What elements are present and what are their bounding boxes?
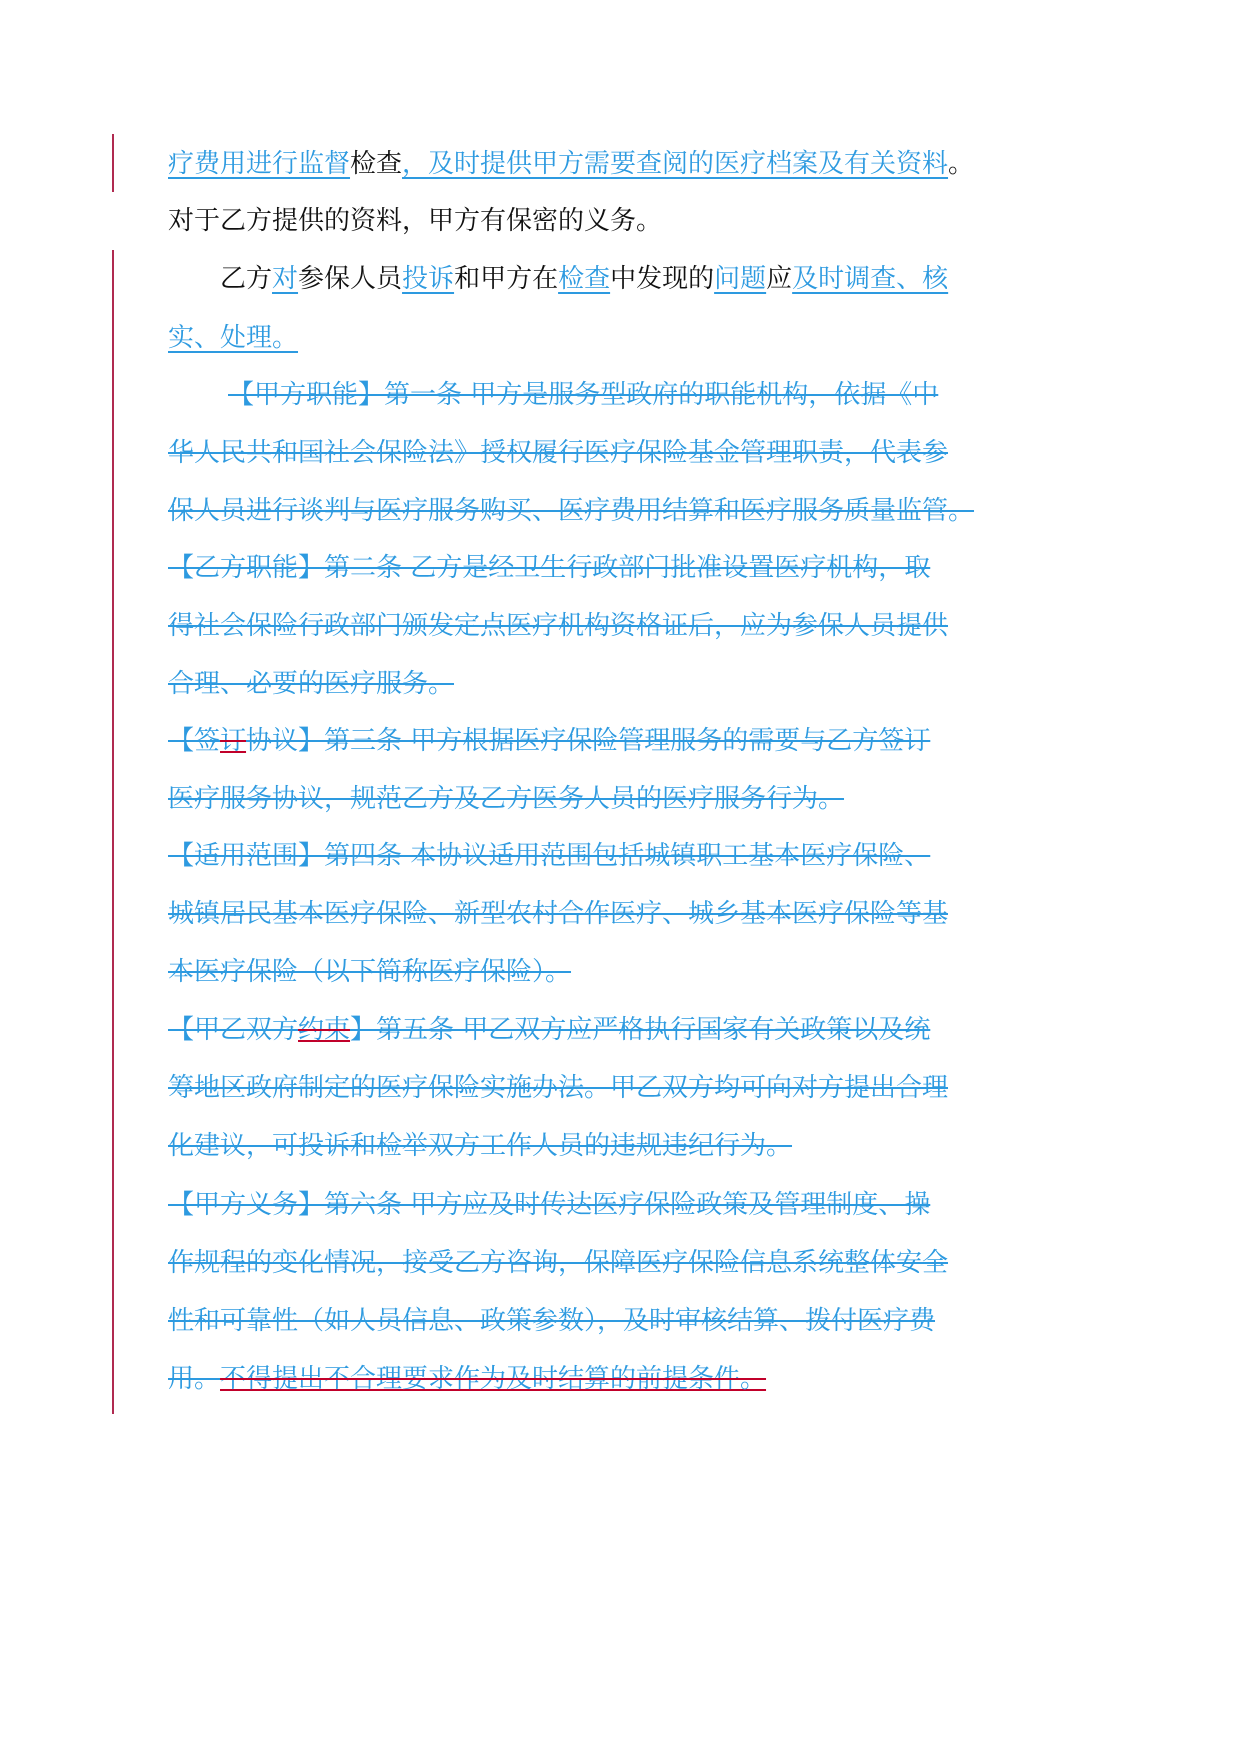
- revision-change-bar: [112, 134, 114, 192]
- text-run: 约束: [298, 1015, 351, 1045]
- text-run: 中发现的: [610, 264, 715, 294]
- text-run: 实、处理。: [168, 323, 299, 353]
- text-run: 订: [220, 726, 247, 756]
- text-run: 得社会保险行政部门颁发定点医疗机构资格证后，应为参保人员提供: [168, 611, 949, 641]
- text-line: [168, 892, 948, 936]
- text-line: [228, 373, 938, 417]
- text-run: 作规程的变化情况，接受乙方咨询，保障医疗保险信息系统整体安全: [168, 1248, 949, 1278]
- text-line: [168, 1066, 948, 1110]
- text-run: 【签: [168, 726, 221, 756]
- text-line: [168, 1124, 792, 1168]
- text-run: 检查: [558, 264, 611, 294]
- text-run: 【甲方职能】第一条 甲方是服务型政府的职能机构，依据《中: [228, 380, 939, 410]
- text-run: 不得提出不合理要求作为及时结算的前提条件。: [220, 1364, 767, 1394]
- text-line: [168, 1183, 930, 1227]
- text-run: 乙方: [220, 264, 273, 294]
- text-line: [168, 142, 974, 186]
- text-run: 用。: [168, 1364, 221, 1394]
- text-run: 【甲乙双方: [168, 1015, 299, 1045]
- text-run: 疗费用进行监督: [168, 149, 351, 179]
- text-run: ，及时提供甲方需要查阅的医疗档案及有关资料: [402, 149, 949, 179]
- text-run: 协议】第三条 甲方根据医疗保险管理服务的需要与乙方签订: [246, 726, 931, 756]
- text-line: [168, 1008, 930, 1052]
- text-run: 应: [766, 264, 793, 294]
- text-run: 华人民共和国社会保险法》授权履行医疗保险基金管理职责，代表参: [168, 438, 949, 468]
- text-line: [220, 257, 948, 301]
- text-run: 投诉: [402, 264, 455, 294]
- text-line: [168, 1299, 935, 1343]
- text-run: 问题: [714, 264, 767, 294]
- text-line: [168, 316, 298, 360]
- text-run: 【适用范围】第四条 本协议适用范围包括城镇职工基本医疗保险、: [168, 841, 931, 871]
- text-line: [168, 950, 571, 994]
- text-run: 保人员进行谈判与医疗服务购买、医疗费用结算和医疗服务质量监管。: [168, 496, 975, 526]
- text-run: 【乙方职能】第二条 乙方是经卫生行政部门批准设置医疗机构，取: [168, 553, 931, 583]
- text-run: 】第五条 甲乙双方应严格执行国家有关政策以及统: [350, 1015, 931, 1045]
- text-line: [168, 834, 930, 878]
- text-line: [168, 604, 948, 648]
- text-run: 【甲方义务】第六条 甲方应及时传达医疗保险政策及管理制度、操: [168, 1190, 931, 1220]
- text-run: 。: [948, 149, 975, 179]
- text-line: [168, 777, 844, 821]
- text-run: 筹地区政府制定的医疗保险实施办法。甲乙双方均可向对方提出合理: [168, 1073, 949, 1103]
- text-run: 对于乙方提供的资料，甲方有保密的义务。: [168, 206, 663, 236]
- text-line: [168, 546, 930, 590]
- text-run: 本医疗保险（以下简称医疗保险）。: [168, 957, 572, 987]
- text-run: 对: [272, 264, 299, 294]
- revision-change-bar: [112, 250, 114, 1414]
- text-run: 医疗服务协议，规范乙方及乙方医务人员的医疗服务行为。: [168, 784, 845, 814]
- text-run: 及时调查、核: [792, 264, 949, 294]
- text-line: [168, 662, 454, 706]
- text-line: [168, 431, 948, 475]
- text-run: 合理、必要的医疗服务。: [168, 669, 455, 699]
- text-line: [168, 489, 974, 533]
- text-line: [168, 719, 930, 763]
- text-run: 化建议，可投诉和检举双方工作人员的违规违纪行为。: [168, 1131, 793, 1161]
- text-run: 参保人员: [298, 264, 403, 294]
- text-run: 和甲方在: [454, 264, 559, 294]
- text-run: 性和可靠性（如人员信息、政策参数），及时审核结算、拨付医疗费: [168, 1306, 936, 1336]
- text-run: 检查: [350, 149, 403, 179]
- text-line: [168, 1241, 948, 1285]
- text-line: [168, 199, 662, 243]
- text-run: 城镇居民基本医疗保险、新型农村合作医疗、城乡基本医疗保险等基: [168, 899, 949, 929]
- text-line: [168, 1357, 766, 1401]
